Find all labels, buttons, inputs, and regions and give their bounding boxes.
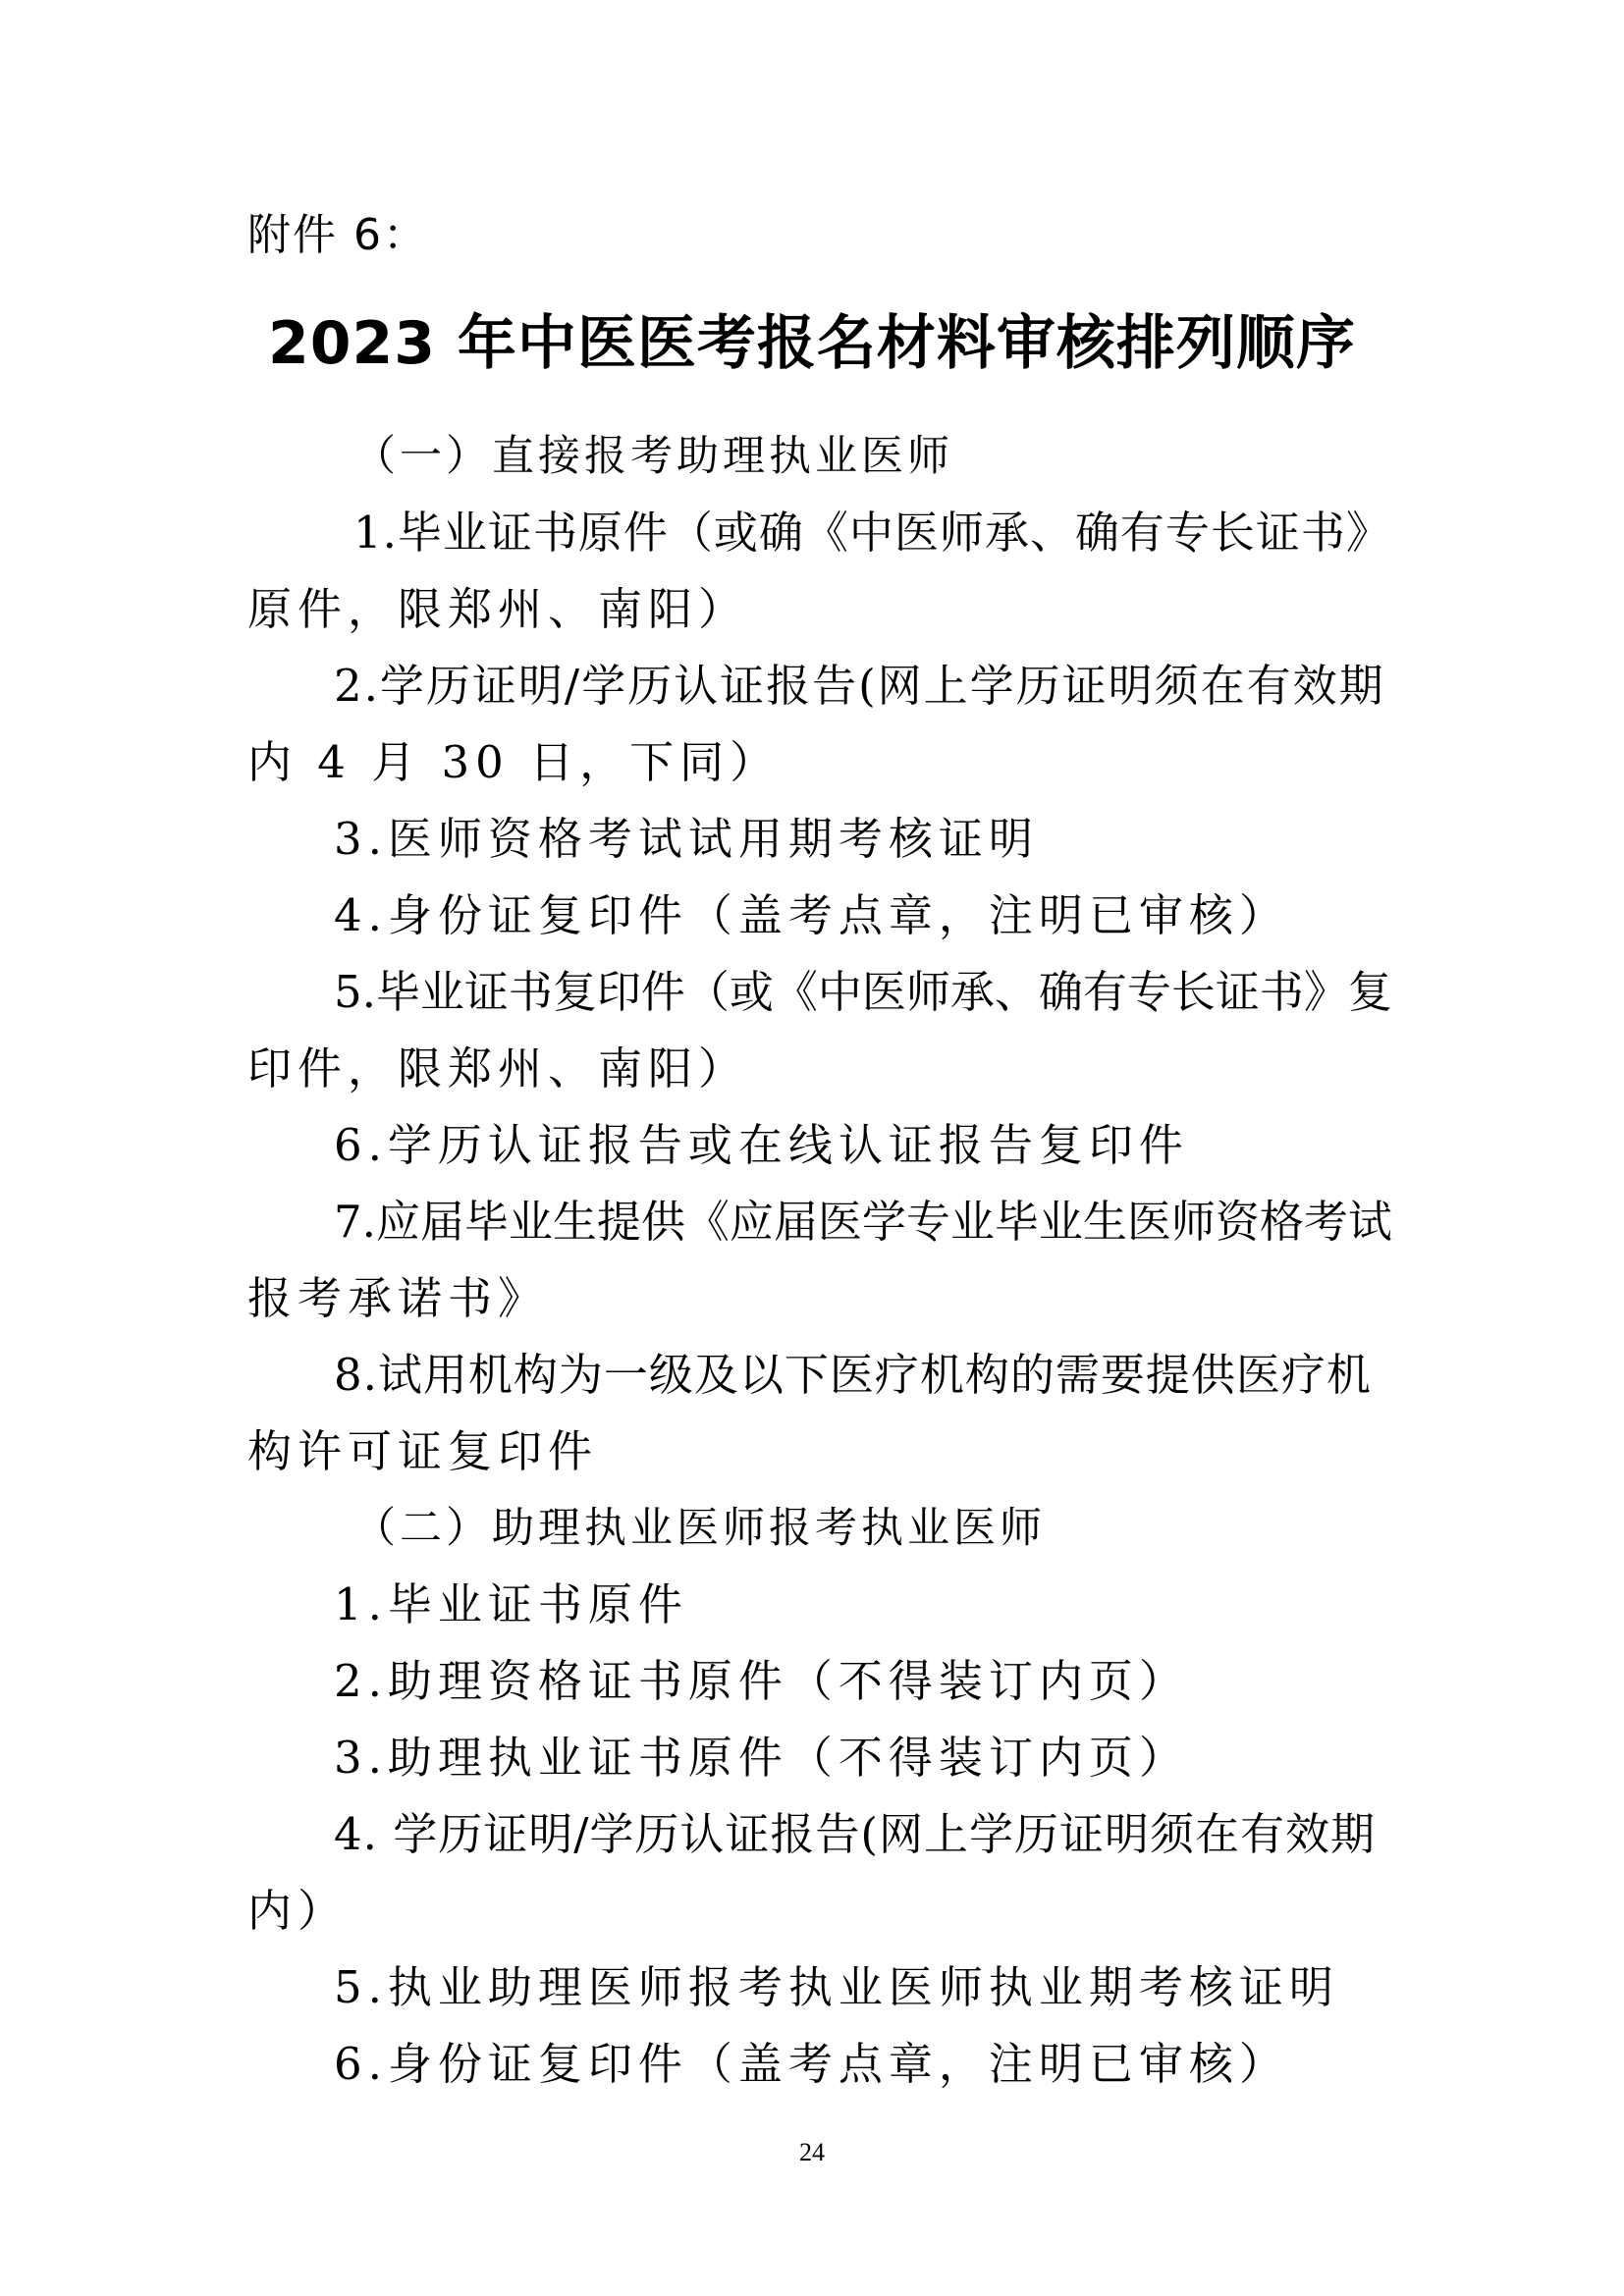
list-item-line: 3.助理执业证书原件（不得装订内页） [334,1732,1189,1784]
list-item-line: 6.身份证复印件（盖考点章，注明已审核） [334,2038,1289,2090]
list-item-continuation: 内） [247,1885,349,1937]
list-item-line: 7.应届毕业生提供《应届医学专业毕业生医师资格考试 [334,1196,1392,1248]
list-item-line: 1.毕业证书原件（或确《中医师承、确有专长证书》 [353,507,1391,559]
list-item-line: 5.毕业证书复印件（或《中医师承、确有专长证书》复 [334,966,1392,1018]
list-item-line: 4. 学历证明/学历认证报告(网上学历证明须在有效期 [334,1808,1376,1860]
list-item-line: 1.毕业证书原件 [334,1578,688,1630]
list-item-continuation: 构许可证复印件 [247,1425,599,1477]
attachment-label: 附件 6： [247,210,428,260]
list-item-line: 8.试用机构为一级及以下医疗机构的需要提供医疗机 [334,1349,1372,1401]
list-item-continuation: 原件，限郑州、南阳） [247,583,749,635]
page-number: 24 [799,2138,825,2166]
list-item-line: 2.学历证明/学历认证报告(网上学历证明须在有效期 [334,660,1385,712]
section-heading-1: （一）直接报考助理执业医师 [353,432,953,481]
list-item-line: 5.执业助理医师报考执业医师执业期考核证明 [334,1961,1339,2013]
list-item-line: 3.医师资格考试试用期考核证明 [334,813,1039,865]
list-item-continuation: 内 4 月 30 日，下同） [247,736,781,788]
section-heading-2: （二）助理执业医师报考执业医师 [353,1504,1046,1553]
list-item-line: 4.身份证复印件（盖考点章，注明已审核） [334,889,1289,941]
list-item-continuation: 报考承诺书》 [247,1272,549,1324]
list-item-continuation: 印件，限郑州、南阳） [247,1042,749,1095]
list-item-line: 6.学历认证报告或在线认证报告复印件 [334,1119,1189,1171]
list-item-line: 2.助理资格证书原件（不得装订内页） [334,1655,1189,1707]
document-title: 2023 年中医医考报名材料审核排列顺序 [268,309,1356,378]
